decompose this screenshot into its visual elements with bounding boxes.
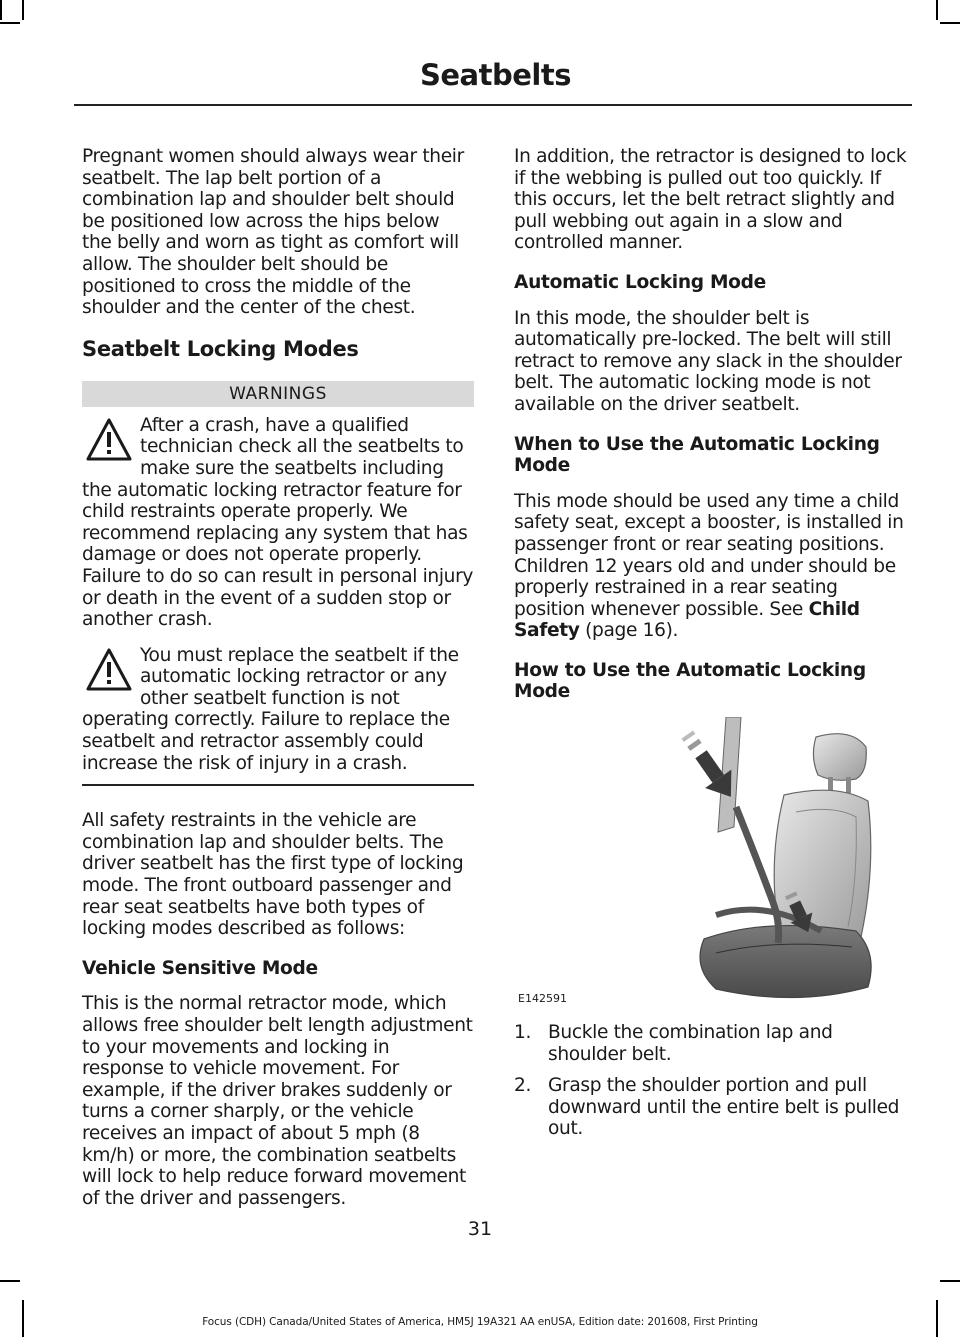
- warning-text: You must replace the seatbelt if the automatic locking retractor or any other seatbelt function is not operating correctly. Failure to replace the seatbelt and retractor assembly could increase the risk of injury in a crash.: [82, 644, 459, 774]
- list-item: [514, 1075, 910, 1140]
- subheading: Automatic Locking Mode: [514, 271, 766, 293]
- steps-list: [514, 1022, 910, 1140]
- step-text: Grasp the shoulder portion and pull downward until the entire belt is pulled out.: [548, 1075, 900, 1140]
- step-number: 1.: [514, 1022, 532, 1044]
- body-paragraph: In addition, the retractor is designed to lock if the webbing is pulled out too quickly. If this occurs, let the belt retract slightly and pull webbing out again in a slow and controlled manner.: [514, 146, 907, 254]
- footer-text: Focus (CDH) Canada/United States of America, HM5J 19A321 AA enUSA, Edition date: 201608, First Printing: [202, 1316, 758, 1328]
- section-heading: Seatbelt Locking Modes: [82, 336, 359, 361]
- step-number: 2.: [514, 1075, 532, 1097]
- text-run: This mode should be used any time a child safety seat, except a booster, is installed in passenger front or rear seating positions. Children 12 years old and under should be properly restrained in a rear seating position whenever possible. See: [514, 490, 904, 620]
- warning-text: After a crash, have a qualified technician check all the seatbelts to make sure the seatbelts including the automatic locking retractor feature for child restraints operate properly. We recommend replacing any system that has damage or does not operate properly. Failure to do so can result in personal injury or death in the event of a sudden stop or another crash.: [82, 414, 474, 631]
- subheading: Vehicle Sensitive Mode: [82, 957, 318, 979]
- warnings-end-rule: [82, 784, 474, 786]
- seat-icon: [606, 717, 906, 1012]
- header-rule: [74, 104, 912, 106]
- warning-block: [82, 415, 474, 631]
- subheading: How to Use the Automatic Locking Mode: [514, 659, 866, 703]
- step-text: Buckle the combination lap and shoulder belt.: [548, 1022, 833, 1065]
- crop-mark: [22, 0, 24, 20]
- warning-triangle-icon: [86, 647, 132, 693]
- page-number: 31: [467, 1218, 493, 1240]
- right-column: [514, 146, 910, 1150]
- body-paragraph: In this mode, the shoulder belt is automatically pre-locked. The belt will still retract to remove any slack in the shoulder belt. The automatic locking mode is not available on the driver seatbelt.: [514, 307, 902, 415]
- crop-mark: [940, 22, 960, 24]
- subheading: When to Use the Automatic Locking Mode: [514, 433, 880, 477]
- warnings-label: WARNINGS: [82, 381, 474, 407]
- body-paragraph: [514, 491, 910, 642]
- seat-illustration: [514, 717, 906, 1012]
- text-run: (page 16).: [579, 620, 679, 642]
- intro-paragraph: Pregnant women should always wear their seatbelt. The lap belt portion of a combination lap and shoulder belt should be positioned low across the hips below the belly and worn as tight as comfort will allow. The shoulder belt should be positioned to cross the middle of the shoulder and the center of the chest.: [82, 146, 464, 319]
- crop-mark: [0, 1280, 20, 1282]
- crop-mark: [0, 22, 20, 24]
- body-paragraph: This is the normal retractor mode, which allows free shoulder belt length adjustment to your movements and locking in response to vehicle movement. For example, if the driver brakes suddenly or turns a corner sharply, or the vehicle receives an impact of about 5 mph (8 km/h) or more, the combination seatbelts will lock to help reduce forward movement of the driver and passengers.: [82, 993, 473, 1209]
- figure-code: E142591: [518, 992, 567, 1006]
- cross-reference-link[interactable]: Child Safety: [514, 598, 860, 642]
- warning-triangle-icon: [86, 417, 132, 463]
- list-item: [514, 1022, 910, 1065]
- page-title: Seatbelts: [420, 58, 571, 92]
- body-paragraph: All safety restraints in the vehicle are combination lap and shoulder belts. The driver seatbelt has the first type of locking mode. The front outboard passenger and rear seat seatbelts have both types of locking modes described as follows:: [82, 810, 464, 940]
- warning-block: [82, 645, 474, 775]
- crop-mark: [940, 1280, 960, 1282]
- crop-mark: [0, 0, 2, 20]
- crop-mark: [936, 0, 938, 20]
- left-column: [82, 146, 474, 1227]
